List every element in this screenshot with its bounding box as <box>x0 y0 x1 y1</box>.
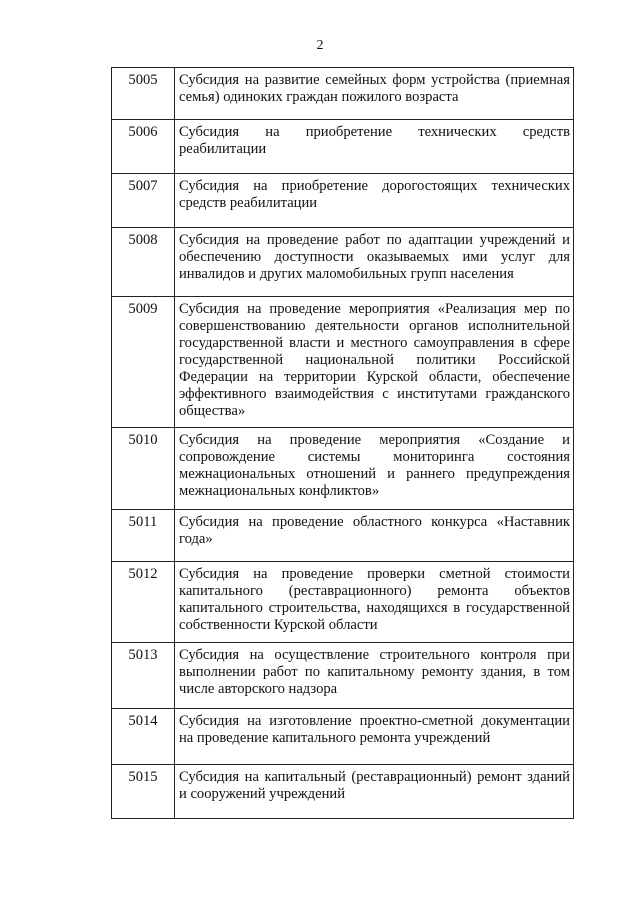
description-cell: Субсидия на проведение работ по адаптации учреждений и обеспечению доступности оказываемых ими услуг для инвалидов и других маломобильных групп населения <box>175 228 574 297</box>
code-cell: 5010 <box>112 428 175 510</box>
table-row <box>112 120 574 174</box>
table-row <box>112 297 574 428</box>
table-row <box>112 428 574 510</box>
table-row <box>112 562 574 643</box>
description-cell: Субсидия на проведение мероприятия «Создание и сопровождение системы мониторинга состояния межнациональных отношений и раннего предупреждения межнациональных конфликтов» <box>175 428 574 510</box>
code-cell: 5009 <box>112 297 175 428</box>
description-cell: Субсидия на приобретение дорогостоящих технических средств реабилитации <box>175 174 574 228</box>
page-number: 2 <box>316 38 324 53</box>
description-cell: Субсидия на приобретение технических средств реабилитации <box>175 120 574 174</box>
code-cell: 5011 <box>112 510 175 562</box>
table-row <box>112 68 574 120</box>
table-row <box>112 709 574 765</box>
table-row <box>112 174 574 228</box>
description-cell: Субсидия на изготовление проектно-сметной документации на проведение капитального ремонта учреждений <box>175 709 574 765</box>
table-row <box>112 643 574 709</box>
description-cell: Субсидия на проведение мероприятия «Реализация мер по совершенствованию деятельности органов исполнительной государственной власти и местного самоуправления в сфере государственной национальной политики Российской Федерации на территории Курской области, обеспечение эффективного взаимодействия с институтами гражданского общества» <box>175 297 574 428</box>
code-cell: 5012 <box>112 562 175 643</box>
code-cell: 5008 <box>112 228 175 297</box>
description-cell: Субсидия на осуществление строительного контроля при выполнении работ по капитальному ремонту здания, в том числе авторского надзора <box>175 643 574 709</box>
table-row <box>112 510 574 562</box>
subsidy-codes-table <box>111 67 574 819</box>
table-row <box>112 228 574 297</box>
description-cell: Субсидия на проведение проверки сметной стоимости капитального (реставрационного) ремонта объектов капитального строительства, находящихся в государственной собственности Курской области <box>175 562 574 643</box>
code-cell: 5014 <box>112 709 175 765</box>
code-cell: 5006 <box>112 120 175 174</box>
description-cell: Субсидия на проведение областного конкурса «Наставник года» <box>175 510 574 562</box>
table-row <box>112 765 574 819</box>
description-cell: Субсидия на развитие семейных форм устройства (приемная семья) одиноких граждан пожилого возраста <box>175 68 574 120</box>
code-cell: 5015 <box>112 765 175 819</box>
code-cell: 5007 <box>112 174 175 228</box>
code-cell: 5013 <box>112 643 175 709</box>
code-cell: 5005 <box>112 68 175 120</box>
description-cell: Субсидия на капитальный (реставрационный) ремонт зданий и сооружений учреждений <box>175 765 574 819</box>
